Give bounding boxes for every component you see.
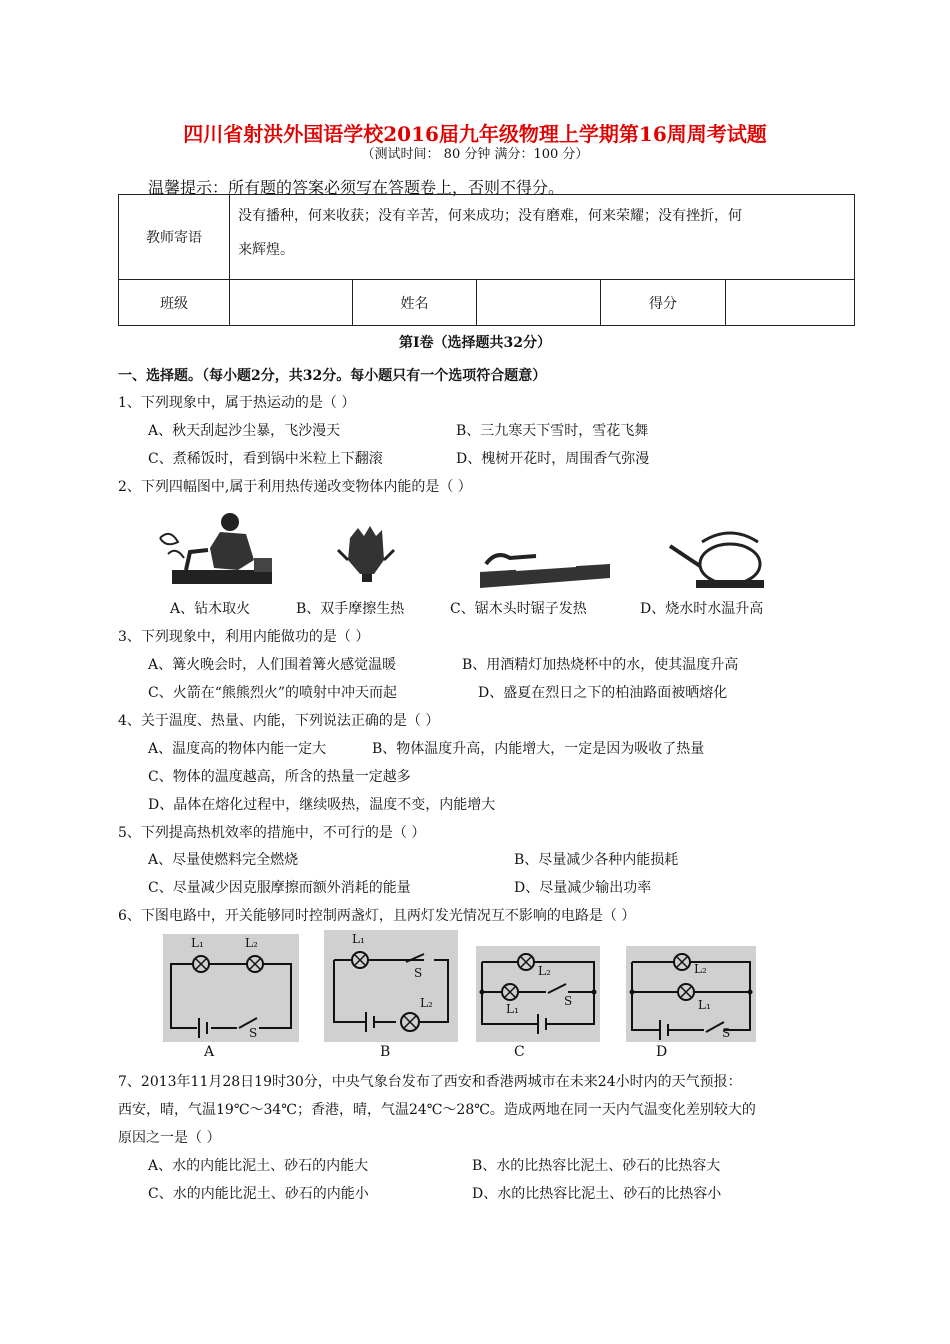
circuit-b [324, 930, 458, 1042]
q7-stem-line-3: 原因之一是（ ） [118, 1130, 221, 1146]
q7-stem-line-2: 西安，晴，气温19℃～34℃；香港，晴，气温24℃～28℃。造成两地在同一天内气温变化差别较大的 [118, 1102, 756, 1118]
q6-stem: 6、下图电路中，开关能够同时控制两盏灯，且两灯发光情况互不影响的电路是（ ） [118, 908, 636, 924]
q2-stem: 2、下列四幅图中,属于利用热传递改变物体内能的是（ ） [118, 479, 472, 495]
q5-stem: 5、下列提高热机效率的措施中，不可行的是（ ） [118, 825, 426, 841]
q6-option-d: D [656, 1044, 668, 1060]
motto-line-2: 来辉煌。 [238, 242, 294, 258]
q4-option-c: C、物体的温度越高，所含的热量一定越多 [148, 769, 411, 785]
teacher-motto [230, 195, 855, 280]
q7-option-d: D、水的比热容比泥土、砂石的比热容小 [472, 1186, 722, 1202]
notice-text: 温馨提示：所有题的答案必须写在答题卷上，否则不得分。 [148, 178, 565, 197]
q4-option-b: B、物体温度升高，内能增大，一定是因为吸收了热量 [372, 741, 705, 757]
q5-option-c: C、尽量减少因克服摩擦而额外消耗的能量 [148, 880, 411, 896]
q4-stem: 4、关于温度、热量、内能，下列说法正确的是（ ） [118, 713, 440, 729]
q3-option-b: B、用酒精灯加热烧杯中的水，使其温度升高 [462, 657, 739, 673]
q2-option-d: D、烧水时水温升高 [640, 601, 764, 617]
q7-stem-line-1: 7、2013年11月28日19时30分，中央气象台发布了西安和香港两城市在未来24小时内的天气预报： [118, 1074, 742, 1090]
q6-option-c: C [514, 1044, 525, 1060]
teacher-label: 教师寄语 [119, 195, 230, 280]
part-heading: 一、选择题。（每小题2分，共32分。每小题只有一个选项符合题意） [118, 368, 547, 384]
q3-option-a: A、篝火晚会时，人们围着篝火感觉温暖 [148, 657, 397, 673]
q3-stem: 3、下列现象中，利用内能做功的是（ ） [118, 629, 370, 645]
q1-stem: 1、下列现象中，属于热运动的是（ ） [118, 395, 356, 411]
q2-option-b: B、双手摩擦生热 [296, 601, 405, 617]
q4-option-a: A、温度高的物体内能一定大 [148, 741, 327, 757]
q2-option-c: C、锯木头时锯子发热 [450, 601, 587, 617]
q6-option-b: B [380, 1044, 391, 1060]
kettle-illustration [660, 524, 770, 590]
circuit-a-s-label: S [249, 1026, 258, 1040]
q1-option-c: C、煮稀饭时，看到锅中米粒上下翻滚 [148, 451, 383, 467]
q4-option-d: D、晶体在熔化过程中，继续吸热，温度不变，内能增大 [148, 797, 496, 813]
q1-option-a: A、秋天刮起沙尘暴，飞沙漫天 [148, 423, 341, 439]
score-field [726, 280, 855, 326]
q7-option-c: C、水的内能比泥土、砂石的内能小 [148, 1186, 369, 1202]
q5-option-b: B、尽量减少各种内能损耗 [514, 852, 679, 868]
q3-option-d: D、盛夏在烈日之下的柏油路面被晒熔化 [478, 685, 728, 701]
section-title: 第Ⅰ卷（选择题共32分） [398, 335, 552, 351]
q1-option-d: D、槐树开花时，周围香气弥漫 [456, 451, 650, 467]
circuit-b-l2-label: L₂ [420, 996, 433, 1010]
q6-option-a: A [204, 1044, 215, 1060]
q3-option-c: C、火箭在“熊熊烈火”的喷射中冲天而起 [148, 685, 398, 701]
circuit-b-l1-label: L₁ [352, 932, 365, 946]
circuit-a-l1-label: L₁ [191, 936, 204, 950]
circuit-b-s-label: S [414, 966, 423, 980]
class-field [230, 280, 353, 326]
circuit-d-l2-label: L₂ [694, 962, 707, 976]
circuit-a-l2-label: L₂ [245, 936, 258, 950]
rubbing-hands-illustration [330, 520, 402, 584]
q2-option-a: A、钻木取火 [170, 601, 251, 617]
circuit-a [163, 934, 299, 1042]
circuit-c-l1-label: L₁ [506, 1002, 519, 1016]
class-label: 班级 [119, 280, 230, 326]
circuit-d [626, 946, 756, 1042]
circuit-c-l2-label: L₂ [538, 964, 551, 978]
circuit-d-l1-label: L₁ [698, 998, 711, 1012]
q1-option-b: B、三九寒天下雪时，雪花飞舞 [456, 423, 649, 439]
circuit-c [476, 946, 600, 1042]
drill-wood-illustration [150, 508, 282, 590]
circuit-c-s-label: S [564, 994, 573, 1008]
motto-line-1: 没有播种，何来收获；没有辛苦，何来成功；没有磨难，何来荣耀；没有挫折，何 [238, 208, 742, 224]
info-table [118, 194, 855, 326]
name-label: 姓名 [353, 280, 477, 326]
exam-subtitle: （测试时间： 80 分钟 满分：100 分） [361, 147, 589, 162]
q7-option-b: B、水的比热容比泥土、砂石的比热容大 [472, 1158, 721, 1174]
score-label: 得分 [601, 280, 726, 326]
page-title: 四川省射洪外国语学校2016届九年级物理上学期第16周周考试题 [183, 122, 767, 146]
q5-option-d: D、尽量减少输出功率 [514, 880, 652, 896]
name-field [477, 280, 601, 326]
q5-option-a: A、尽量使燃料完全燃烧 [148, 852, 299, 868]
sawing-wood-illustration [476, 546, 614, 592]
circuit-d-s-label: S [722, 1026, 731, 1040]
q7-option-a: A、水的内能比泥土、砂石的内能大 [148, 1158, 369, 1174]
